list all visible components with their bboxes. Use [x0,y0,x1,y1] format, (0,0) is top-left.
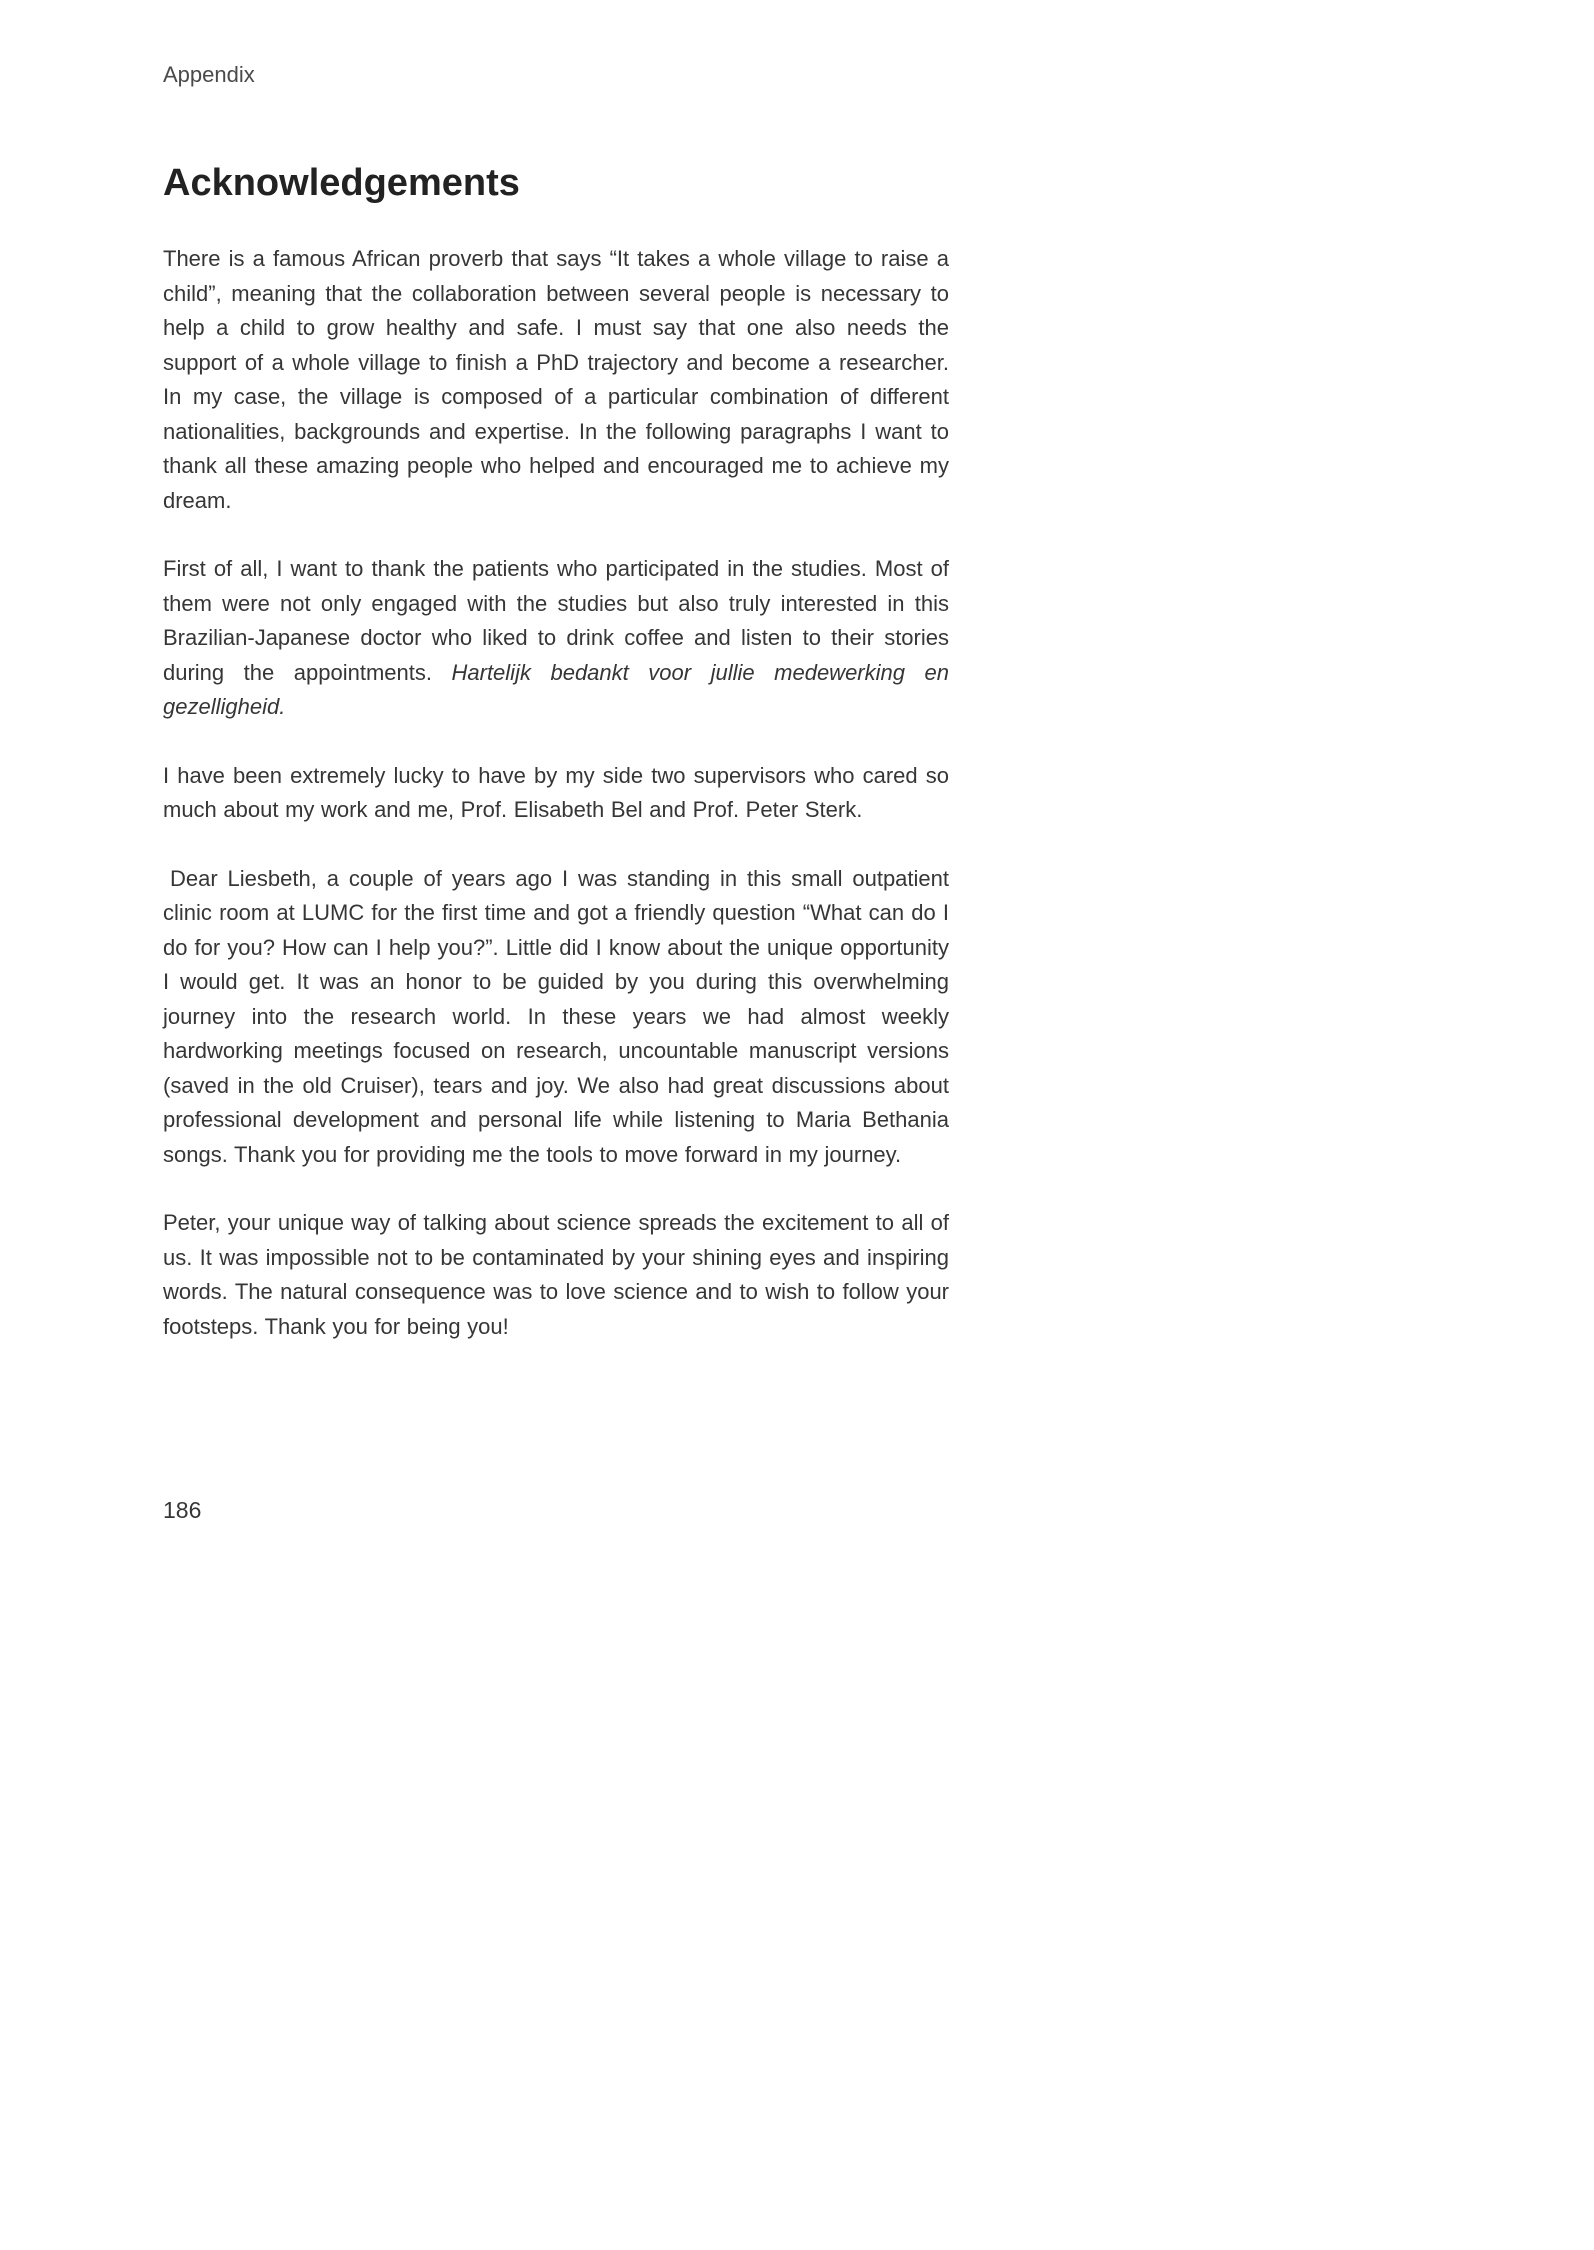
paragraph-4: Dear Liesbeth, a couple of years ago I was standing in this small outpatient clinic room at LUMC for the first time and got a friendly question “What can do I do for you? How can I help you?”. Little did I know about the unique opportunity I would get. It was an honor to be guided by you during this overwhelming journey into the research world. In these years we had almost weekly hardworking meetings focused on research, uncountable manuscript versions (saved in the old Cruiser), tears and joy. We also had great discussions about professional development and personal life while listening to Maria Bethania songs. Thank you for providing me the tools to move forward in my journey. [163,865,949,1167]
page-title: Acknowledgements [163,162,520,204]
paragraph-1: There is a famous African proverb that says “It takes a whole village to raise a child”, meaning that the collaboration between several people is necessary to help a child to grow healthy and safe. I must say that one also needs the support of a whole village to finish a PhD trajectory and become a researcher. In my case, the village is composed of a particular combination of different nationalities, backgrounds and expertise. In the following paragraphs I want to thank all these amazing people who helped and encouraged me to achieve my dream. [163,246,949,513]
paragraph-2 [163,552,949,725]
page-content [163,62,949,1344]
paragraph-2-dutch-italic: Hartelijk bedankt voor jullie medewerking en gezelligheid. [163,659,949,719]
paragraph-5: Peter, your unique way of talking about science spreads the excitement to all of us. It was impossible not to be contaminated by your shining eyes and inspiring words. The natural consequence was to love science and to wish to follow your footsteps. Thank you for being you! [163,1210,949,1339]
paragraph-2-text: First of all, I want to thank the patients who participated in the studies. Most of them were not only engaged with the studies but also truly interested in this Brazilian-Japanese doctor who liked to drink coffee and listen to their stories during the appointments. [163,556,949,685]
running-header: Appendix [163,62,255,87]
page-number: 186 [163,1497,202,1523]
paragraph-3: I have been extremely lucky to have by my side two supervisors who cared so much about my work and me, Prof. Elisabeth Bel and Prof. Peter Sterk. [163,762,949,822]
